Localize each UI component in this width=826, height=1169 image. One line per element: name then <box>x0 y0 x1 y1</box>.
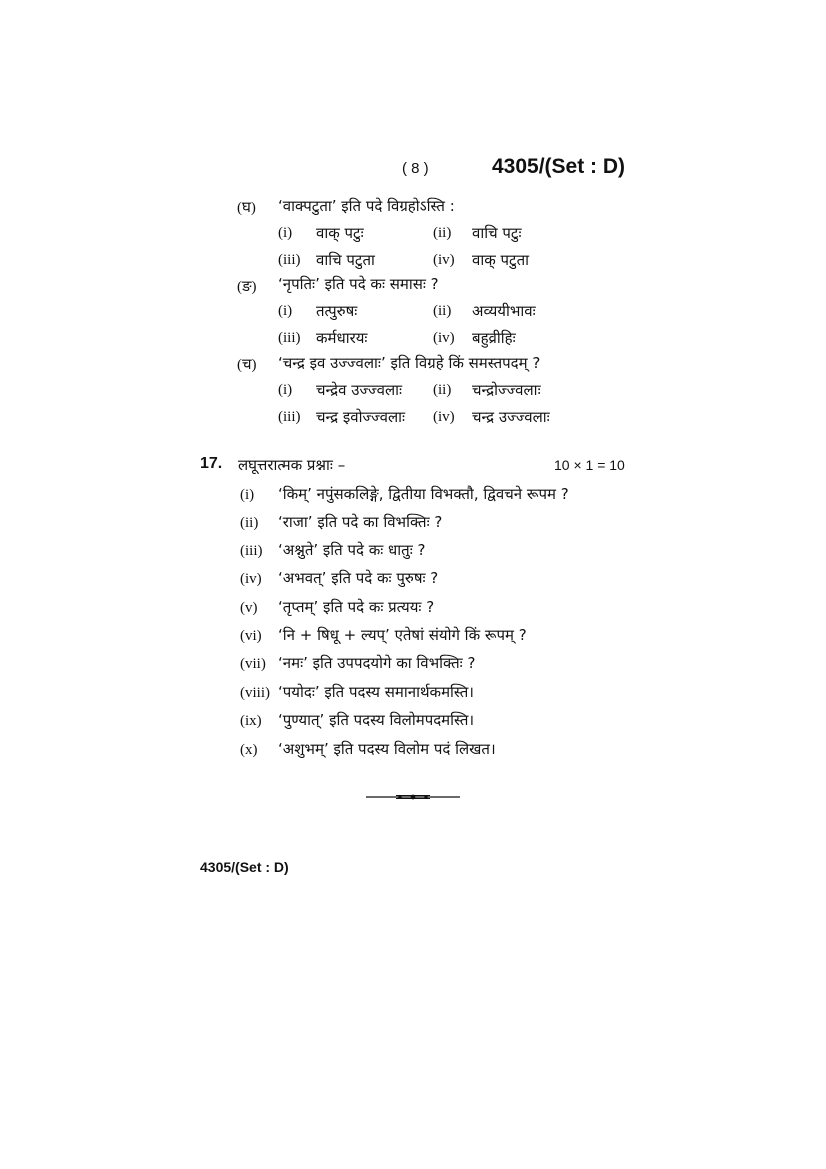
question-label: (घ) <box>237 200 256 216</box>
item-text: ‘किम्’ नपुंसकलिङ्गे, द्वितीया विभक्तौ, द्विवचने रूपम ? <box>278 485 569 503</box>
option-text: वाक् पटुता <box>472 251 530 269</box>
item-number: (i) <box>240 487 255 503</box>
end-divider-ornament <box>366 790 460 804</box>
option-number: (ii) <box>433 303 452 319</box>
item-number: (ix) <box>240 713 262 729</box>
question-text: ‘वाक्पटुता’ इति पदे विग्रहोऽस्ति : <box>278 197 455 215</box>
item-text: ‘नमः’ इति उपपदयोगे का विभक्तिः ? <box>278 654 476 672</box>
item-text: ‘नि + षिधू + ल्यप्’ एतेषां संयोगे किं रूपम् ? <box>278 626 527 644</box>
option-number: (iv) <box>433 330 455 346</box>
option-text: बहुव्रीहिः <box>472 329 516 347</box>
option-text: चन्द्र इवोज्ज्वलाः <box>316 408 406 426</box>
question-text: ‘चन्द्र इव उज्ज्वलाः’ इति विग्रहे किं समस्तपदम् ? <box>278 354 541 372</box>
option-number: (iv) <box>433 252 455 268</box>
item-text: ‘पुण्यात्’ इति पदस्य विलोमपदमस्ति। <box>278 711 475 729</box>
option-text: चन्द्रोज्ज्वलाः <box>472 381 541 399</box>
footer-paper-code: 4305/(Set : D) <box>200 859 289 875</box>
item-text: ‘तृप्तम्’ इति पदे कः प्रत्ययः ? <box>278 598 435 616</box>
item-text: ‘अभवत्’ इति पदे कः पुरुषः ? <box>278 569 439 587</box>
section-title: लघूत्तरात्मक प्रश्नाः – <box>238 456 346 474</box>
marks-allocation: 10 × 1 = 10 <box>554 457 625 473</box>
question-text: ‘नृपतिः’ इति पदे कः समासः ? <box>278 275 439 293</box>
item-number: (x) <box>240 742 258 758</box>
page-number: ( 8 ) <box>402 160 429 177</box>
paper-code: 4305/(Set : D) <box>492 155 626 178</box>
item-number: (vii) <box>240 656 266 672</box>
option-number: (iv) <box>433 409 455 425</box>
option-text: वाक् पटुः <box>316 224 364 242</box>
option-number: (i) <box>278 382 293 398</box>
item-number: (iii) <box>240 543 263 559</box>
item-number: (viii) <box>240 685 270 701</box>
option-number: (iii) <box>278 409 301 425</box>
question-label: (च) <box>237 357 257 373</box>
item-number: (v) <box>240 600 258 616</box>
option-number: (ii) <box>433 382 452 398</box>
option-text: अव्ययीभावः <box>472 302 536 320</box>
question-number: 17. <box>200 455 223 472</box>
item-text: ‘पयोदः’ इति पदस्य समानार्थकमस्ति। <box>278 683 474 701</box>
option-text: वाचि पटुता <box>316 251 375 269</box>
option-number: (iii) <box>278 330 301 346</box>
option-text: वाचि पटुः <box>472 224 522 242</box>
item-number: (ii) <box>240 515 259 531</box>
option-number: (ii) <box>433 225 452 241</box>
option-number: (i) <box>278 225 293 241</box>
option-text: तत्पुरुषः <box>316 302 358 320</box>
item-text: ‘अश्नुते’ इति पदे कः धातुः ? <box>278 541 426 559</box>
question-label: (ङ) <box>237 279 257 295</box>
item-number: (iv) <box>240 571 262 587</box>
option-text: चन्द्र उज्ज्वलाः <box>472 408 550 426</box>
item-text: ‘राजा’ इति पदे का विभक्तिः ? <box>278 513 443 531</box>
option-text: चन्द्रेव उज्ज्वलाः <box>316 381 403 399</box>
option-number: (iii) <box>278 252 301 268</box>
option-number: (i) <box>278 303 293 319</box>
item-text: ‘अशुभम्’ इति पदस्य विलोम पदं लिखत। <box>278 740 496 758</box>
item-number: (vi) <box>240 628 262 644</box>
option-text: कर्मधारयः <box>316 329 368 347</box>
